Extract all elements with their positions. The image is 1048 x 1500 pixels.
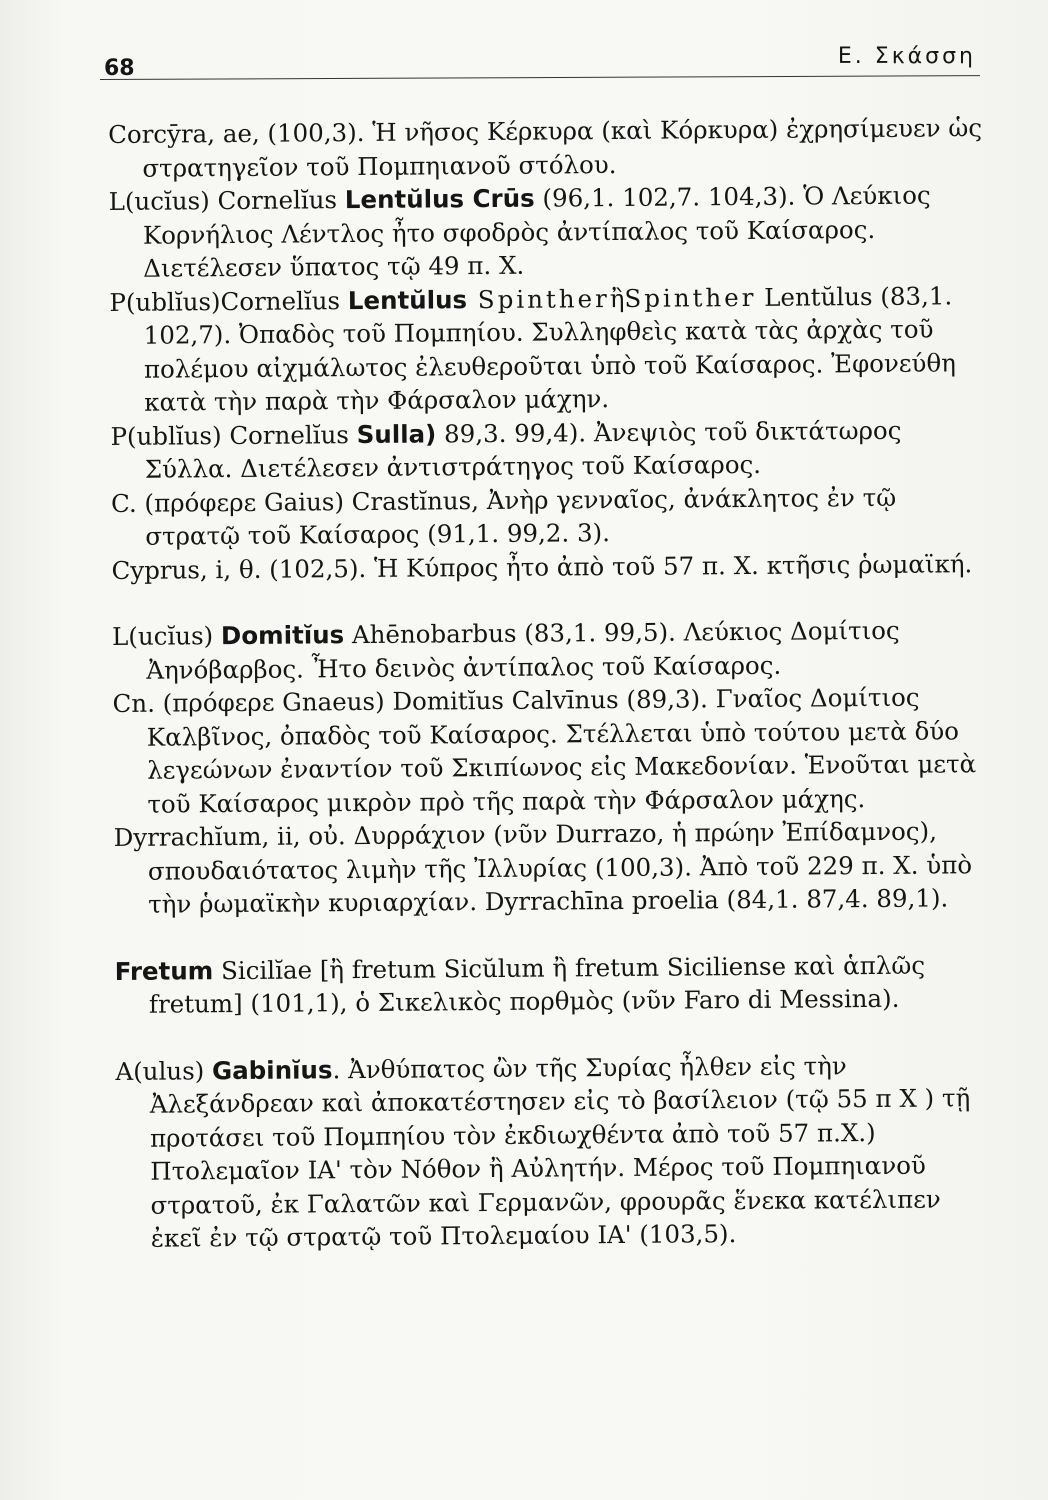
entry-headword: Gabinĭus xyxy=(211,1054,333,1085)
entry-crastinus xyxy=(111,480,991,554)
entry-connector: ἢ xyxy=(609,283,625,313)
entry-domitius-calvinus xyxy=(112,680,993,821)
entry-prefix: L(ucĭus) xyxy=(111,621,222,651)
glossary-content xyxy=(108,111,997,1255)
entry-lentulus-crus xyxy=(109,178,990,285)
entry-lentulus-spinther xyxy=(109,279,990,420)
entry-headword: Sulla) xyxy=(356,418,437,449)
entry-fretum xyxy=(115,948,995,1022)
entry-prefix: P(ublĭus) Cornelĭus xyxy=(110,419,357,451)
entry-sulla xyxy=(110,413,990,487)
entry-text: Cyprus, i, θ. (102,5). Ἡ Κύπρος ἦτο ἀπὸ τοῦ 57 π. Χ. κτῆσις ῥωμαϊκή. xyxy=(111,548,973,585)
entry-text: Ahēnobarbus (83,1. 99,5). Λεύκιος Δομίτιος Ἀηνόβαρβος. Ἦτο δεινὸς ἀντίπαλος τοῦ Καίσαρος. xyxy=(146,615,900,685)
entry-text: (96,1. 102,7. 104,3). Ὁ Λεύκιος Κορνήλιος Λέντλος ἦτο σφοδρὸς ἀντίπαλος τοῦ Καίσαρος. Διετέλεσεν ὕπατος τῷ 49 π. Χ. xyxy=(142,180,931,283)
entry-gabinius xyxy=(115,1048,997,1256)
entry-cyprus xyxy=(111,547,991,587)
entry-prefix: A(ulus) xyxy=(115,1055,213,1086)
entry-spaced-name: Spinther xyxy=(624,282,757,313)
entry-text: 89,3. 99,4). Ἀνεψιὸς τοῦ δικτάτωρος Σύλλα. Διετέλεσεν ἀντιστράτηγος τοῦ Καίσαρος. xyxy=(144,415,902,484)
entry-text: Dyrrachĭum, ii, οὐ. Δυρράχιον (νῦν Durrazo, ἡ πρώην Ἐπίδαμνος), σπουδαιότατος λιμὴν τῆς Ἰλλυρίας (100,3). Ἀπὸ τοῦ 229 π. Χ. ὑπὸ τὴν ῥωμαϊκὴν κυριαρχίαν. Dyrrachīna proelia (84,1. 87,4. 89,1). xyxy=(113,816,973,919)
entry-text: Lentŭlus (83,1. 102,7). Ὀπαδὸς τοῦ Πομπηίου. Συλληφθεὶς κατὰ τὰς ἀρχὰς τοῦ πολέμου αἰχμάλωτος ἐλευθεροῦται ὑπὸ τοῦ Καίσαρος. Ἐφονεύθη κατὰ τὴν παρὰ τὴν Φάρσαλον μάχην. xyxy=(143,280,956,417)
entry-spaced-name: Spinther xyxy=(466,283,610,314)
entry-headword: Fretum xyxy=(114,955,214,986)
entry-prefix: P(ublĭus)Cornelĭus xyxy=(109,285,348,317)
entry-text: Corcȳra, ae, (100,3). Ἡ νῆσος Κέρκυρα (καὶ Κόρκυρα) ἐχρησίμευεν ὡς στρατηγεῖον τοῦ Πομπηιανοῦ στόλου. xyxy=(108,113,983,183)
entry-prefix: L(ucĭus) Cornelĭus xyxy=(108,185,345,216)
entry-corcyra xyxy=(108,111,988,185)
entry-dyrrachium xyxy=(114,814,995,921)
entry-headword: Lentŭlus Crūs xyxy=(344,183,535,215)
entry-headword: Domitĭus xyxy=(220,620,345,651)
running-header: Ε. Σκάσση xyxy=(837,44,976,69)
entry-text: Sicilĭae [ἢ fretum Sicŭlum ἢ fretum Siciliense καὶ ἁπλῶς fretum] (101,1), ὁ Σικελικὸς πορθμὸς (νῦν Faro di Messina). xyxy=(148,950,926,1019)
header-rule xyxy=(100,75,980,80)
entry-headword: Lentŭlus xyxy=(347,284,468,315)
entry-domitius-ahenobarbus xyxy=(112,613,992,687)
page-number: 68 xyxy=(104,56,135,81)
entry-text: C. (πρόφερε Gaius) Crastĭnus, Ἀνὴρ γενναῖος, ἀνάκλητος ἐν τῷ στρατῷ τοῦ Καίσαρος (91,1. 99,2. 3). xyxy=(110,482,897,551)
entry-text: Cn. (πρόφερε Gnaeus) Domitĭus Calvīnus (89,3). Γναῖος Δομίτιος Καλβῖνος, ὀπαδὸς τοῦ Καίσαρος. Στέλλεται ὑπὸ τούτου μετὰ δύο λεγεώνων ἐναντίον τοῦ Σκιπίωνος εἰς Μακεδονίαν. Ἑνοῦται μετὰ τοῦ Καίσαρος μικρὸν πρὸ τῆς παρὰ τὴν Φάρσαλον μάχης. xyxy=(112,682,977,819)
entry-text: . Ἀνθύπατος ὢν τῆς Συρίας ἦλθεν εἰς τὴν Ἀλεξάνδρεαν καὶ ἀποκατέστησεν εἰς τὸ βασίλειον (τῷ 55 π Χ ) τῇ προτάσει τοῦ Πομπηίου τὸν ἐκδιωχθέντα ἀπὸ τοῦ 57 π.Χ.) Πτολεμαῖον ΙΑ' τὸν Νόθον ἢ Αὐλητήν. Μέρος τοῦ Πομπηιανοῦ στρατοῦ, ἐκ Γαλατῶν καὶ Γερμανῶν, φρουρᾶς ἕνεκα κατέλιπεν ἐκεῖ ἐν τῷ στρατῷ τοῦ Πτολεμαίου ΙΑ' (103,5). xyxy=(149,1050,971,1253)
